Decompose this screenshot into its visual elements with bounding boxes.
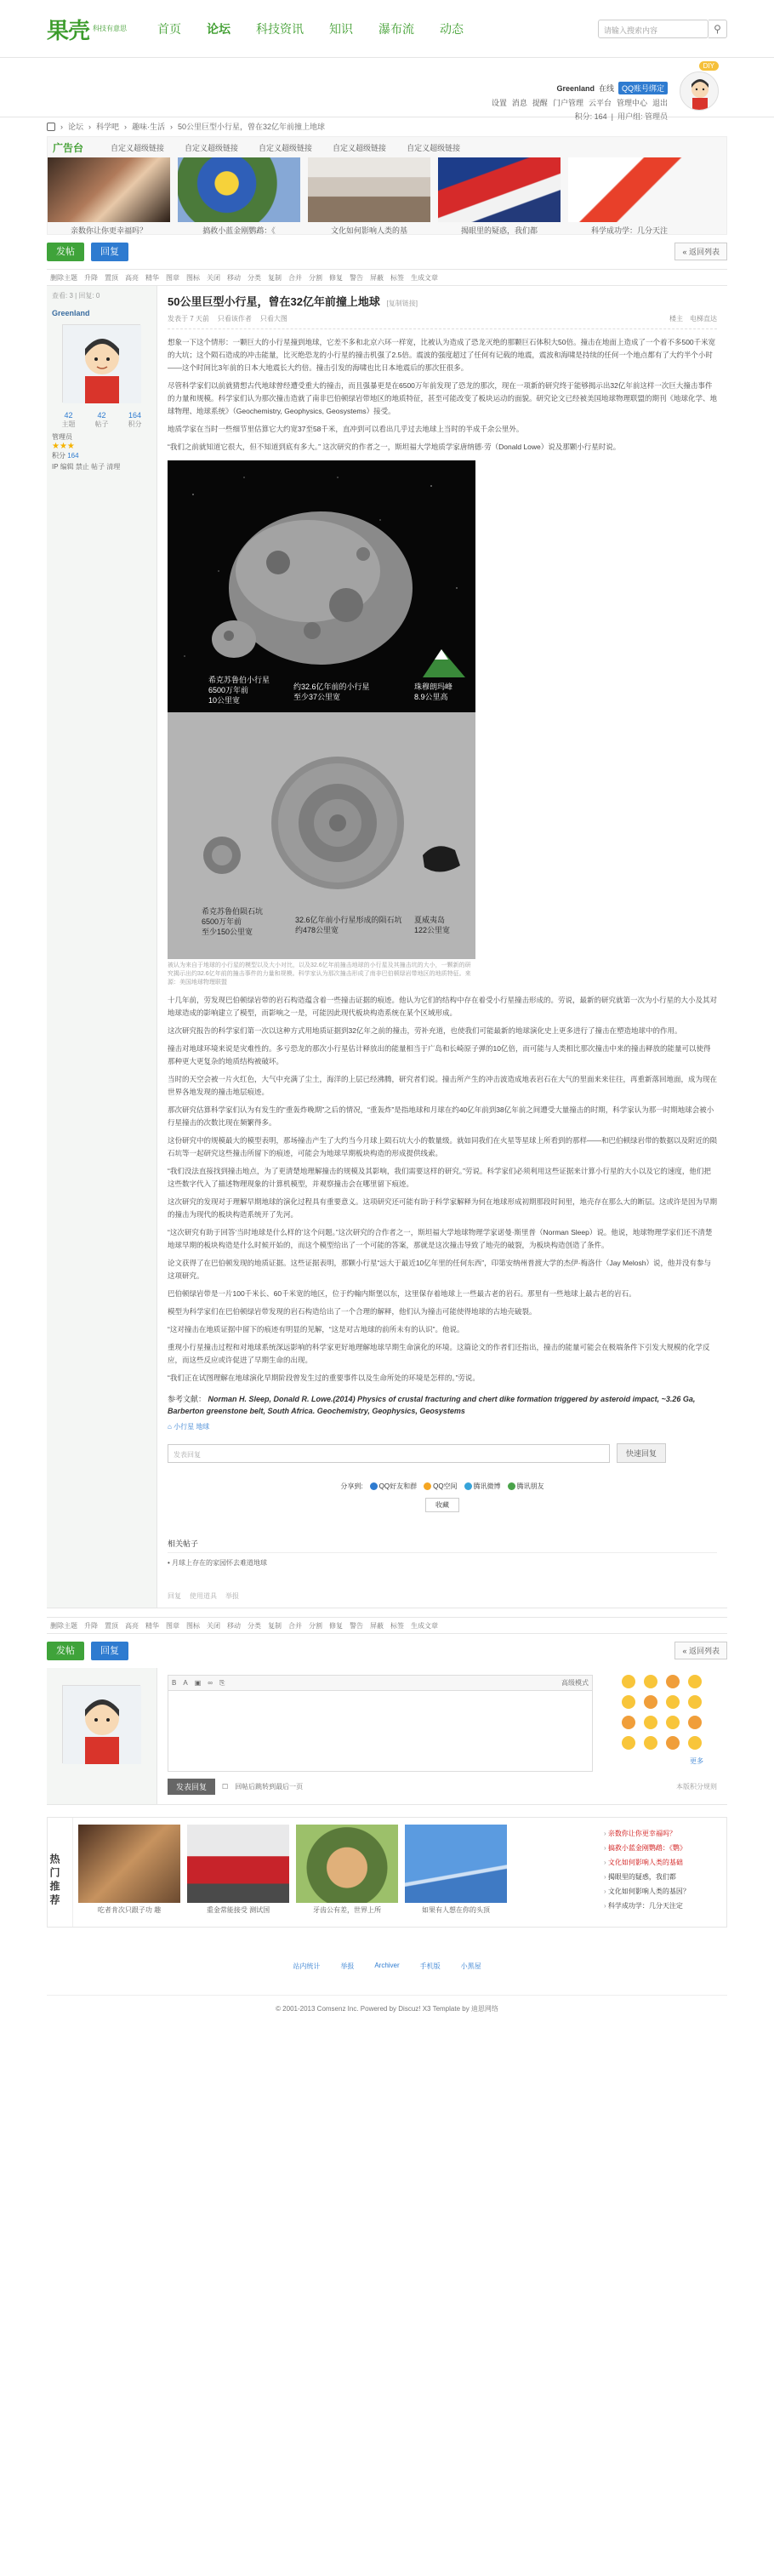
moderation-tool[interactable]: 屏蔽 — [370, 274, 384, 282]
moderation-tool[interactable]: 删除主题 — [50, 274, 77, 282]
user-status — [556, 82, 668, 94]
nav-tech-news[interactable]: 科技资讯 — [256, 22, 304, 36]
search-icon[interactable]: ⚲ — [709, 20, 727, 38]
share-bar — [168, 1482, 717, 1491]
moderation-tool[interactable]: 分割 — [309, 274, 322, 282]
thumb-image — [178, 157, 300, 222]
thumb-caption: 搞救小蓝金刚鹦鹉：《 — [202, 226, 276, 235]
diy-button[interactable]: DIY — [699, 61, 719, 71]
nav-home[interactable]: 首页 — [157, 22, 181, 36]
post-tags — [168, 1422, 717, 1431]
smiley-icon[interactable] — [688, 1736, 702, 1750]
post-meta — [168, 314, 717, 329]
group-text[interactable]: 用户组: 管理员 — [617, 112, 668, 121]
hot-list-item[interactable]: › 文化如何影响人类的基础 — [604, 1855, 721, 1870]
bold-icon[interactable]: B — [172, 1679, 177, 1687]
smiley-icon[interactable] — [622, 1736, 635, 1750]
post-paragraph: 论文获得了在巴伯顿发现的地质证据。这些证据表明，那颗小行星“远大于最近10亿年里的任何东西”，印第安纳州普渡大学的杰伊·梅洛什（Jay Melosh）说，他并没有参与这项研究。 — [168, 1259, 711, 1280]
advanced-mode-link[interactable]: 高级模式 — [561, 1679, 589, 1687]
post-paragraph: 巴伯顿绿岩带是一片100千米长、60千米宽的地区，位于约翰内斯堡以东，这里保存着地球上一些最古老的岩石。那里有一些地球上最古老的岩石。 — [168, 1289, 636, 1298]
post-paragraph: 这次研究的发现对于理解早期地球的演化过程具有重要意义。这项研究还可能有助于科学家解释为何在地球形成初期那段时间里，地壳存在那么大的断层。这或许是因为早期的撞击为现代的板块构造系统开了先河。 — [168, 1197, 718, 1219]
image-icon[interactable]: ▣ — [194, 1679, 202, 1687]
moderation-tool[interactable]: 删除主题 — [50, 1622, 77, 1630]
author-only-link[interactable]: 只看该作者 — [217, 315, 252, 323]
messages-link[interactable]: 消息 — [511, 99, 527, 107]
smiley-icon[interactable] — [666, 1695, 680, 1709]
new-thread-button[interactable]: 发帖 — [47, 1642, 84, 1660]
hot-item[interactable] — [405, 1825, 507, 1920]
thread-actions-bottom — [47, 1634, 727, 1668]
editor-avatar-side — [47, 1668, 157, 1804]
hot-image — [187, 1825, 289, 1903]
post-paragraph: “这次研究有助于回答‘当时地球是什么样的’这个问题。”这次研究的合作者之一，斯坦福大学地球物理学家诺曼·斯里普（Norman Sleep）说。他说，地球物理学家们还不清楚地球早期的板块构造是什么时候开始的，而这个模型给出了一个可能的答案，那就是这次撞击导致了地壳的破裂，为板块构造创造了条件。 — [168, 1228, 713, 1249]
moderation-tool[interactable]: 图章 — [166, 274, 179, 282]
moderation-tool[interactable]: 标签 — [390, 274, 404, 282]
moderation-tool[interactable]: 升降 — [84, 274, 98, 282]
avatar[interactable] — [680, 71, 719, 111]
share-icon — [424, 1482, 431, 1490]
quick-reply-editor — [47, 1668, 727, 1805]
editor-footer — [168, 1779, 717, 1795]
label-chicxulub-asteroid: 希克苏鲁伯小行星 6500万年前 10公里宽 — [208, 676, 270, 705]
reply-button[interactable]: 回复 — [91, 1642, 128, 1660]
author-stats — [52, 411, 151, 429]
figure-caption: 被认为来自于地球的小行星的模型以及大小对比，以及32.6亿年前撞击地球的小行星及其撞击坑的大小，一颗新的研究揭示出约32.6亿年前的撞击事件的力量和规模。科学家认为那次撞击形成了南非巴伯顿绿岩带地区的地质特征。来源：美国地球物理联盟 — [168, 962, 471, 985]
thumb-image — [308, 157, 430, 222]
banner-thumb[interactable] — [308, 157, 430, 236]
reply-button[interactable]: 回复 — [91, 243, 128, 261]
share-icon — [370, 1482, 378, 1490]
emoticon-panel — [622, 1675, 715, 1766]
share-option[interactable] — [370, 1482, 417, 1491]
label-hawaii: 夏威夷岛 122公里宽 — [414, 916, 451, 934]
hot-label: 热门推荐 — [48, 1818, 73, 1927]
back-to-list-button[interactable]: « 返回列表 — [674, 243, 727, 260]
moderation-tool[interactable]: 关闭 — [207, 274, 220, 282]
breadcrumb-thread[interactable]: 50公里巨型小行星，曾在32亿年前撞上地球 — [178, 123, 326, 131]
hot-list-item[interactable]: › 搞救小蓝金刚鹦鹉：《鹦》 — [604, 1841, 721, 1855]
post-paragraph: 十几年前，劳发现巴伯顿绿岩带的岩石构造蕴含着一些撞击证据的痕迹。他认为它们的结构中存在着受小行星撞击形成的。劳说，最新的研究就第一次为小行星的大小及其对地球造成的影响建立了模型，而影响之一是，可能因此现代板块构造系统在某个区域形成。 — [168, 996, 718, 1017]
smiley-icon[interactable] — [622, 1695, 635, 1709]
logout-link[interactable]: 退出 — [652, 99, 668, 107]
share-icon — [508, 1482, 515, 1490]
hot-list-item[interactable]: › 科学成功学：几分天注定 — [604, 1899, 721, 1913]
avatar-image — [63, 325, 141, 403]
moderation-tool[interactable]: 图标 — [186, 274, 200, 282]
banner-links — [111, 142, 460, 153]
figure-asteroid-panel — [168, 460, 475, 712]
quick-reply-row — [168, 1443, 717, 1463]
moderation-tool[interactable]: 精华 — [145, 274, 159, 282]
banner-thumb[interactable] — [178, 157, 300, 236]
tag-link[interactable]: 小行星 — [174, 1423, 195, 1431]
smiley-icon[interactable] — [644, 1675, 657, 1688]
share-label-text: 腾讯微博 — [473, 1482, 501, 1490]
thumb-image — [568, 157, 691, 222]
share-label-text: 腾讯朋友 — [516, 1482, 544, 1490]
footer-report-link[interactable]: 举报 — [340, 1962, 355, 1970]
banner-thumb[interactable] — [438, 157, 561, 236]
hot-caption: 如果有人想在你的头顶 — [422, 1906, 490, 1914]
moderation-tool[interactable]: 生成文章 — [411, 1622, 438, 1630]
moderation-tool[interactable]: 修复 — [329, 1622, 343, 1630]
label-everest: 珠穆朗玛峰 8.9公里高 — [414, 683, 453, 701]
jump-last-label: 回帖后跳转到最后一页 — [235, 1783, 304, 1791]
hot-images — [73, 1818, 512, 1927]
attach-icon[interactable]: ⎘ — [219, 1678, 225, 1687]
footer-archiver-link[interactable]: Archiver — [374, 1962, 400, 1969]
thumb-caption: 科学成功学：几分天注 — [590, 226, 668, 235]
smiley-icon[interactable] — [666, 1736, 680, 1750]
banner-link[interactable]: 自定义超级链接 — [259, 144, 313, 152]
avatar-image — [63, 1686, 141, 1764]
moderation-tool[interactable]: 屏蔽 — [370, 1622, 384, 1630]
search-input[interactable]: 请输入搜索内容 — [598, 20, 709, 38]
author-avatar[interactable] — [62, 324, 140, 403]
moderation-tool[interactable]: 警告 — [350, 274, 363, 282]
thread-title: 50公里巨型小行星，曾在32亿年前撞上地球 [复制链接] — [168, 295, 418, 308]
post-paragraph: 撞击对地球环境来说是灾难性的。多亏恐龙的那次小行星估计释放出的能量相当于广岛和长崎原子弹的10亿倍，而可能与人类相比那次撞击中来的撞击释放的能量可以使得那种更大更复杂的地质结构被破坏。 — [168, 1044, 711, 1065]
quick-reply-button[interactable]: 快速回复 — [617, 1443, 666, 1463]
smiley-icon[interactable] — [622, 1716, 635, 1729]
hot-caption: 吃者肯次只跟子功 趣 — [97, 1906, 162, 1914]
thread-post — [47, 286, 727, 1608]
hot-image — [296, 1825, 398, 1903]
back-to-list-button[interactable]: « 返回列表 — [674, 1642, 727, 1659]
more-emoticons-link[interactable]: 更多 — [690, 1757, 703, 1765]
reference-text: Norman H. Sleep, Donald R. Lowe.(2014) Physics of crustal fracturing and chert dike formation triggered by asteroid impact, ~3.26 Ga, Barberton greenstone belt, South Africa. Geochemistry, Geophysics, Geosystems — [168, 1395, 696, 1415]
jump-floor-input[interactable]: 电梯直达 — [690, 315, 717, 323]
share-label-text: QQ好友和群 — [378, 1482, 418, 1490]
thumb-caption: 文化如何影响人类的基 — [330, 226, 407, 235]
moderation-tool[interactable]: 修复 — [329, 274, 343, 282]
post-body-continued — [168, 994, 717, 1385]
smiley-icon[interactable] — [644, 1736, 657, 1750]
moderation-tool[interactable]: 精华 — [145, 1622, 159, 1630]
moderation-tool[interactable]: 警告 — [350, 1622, 363, 1630]
footer-blackroom-link[interactable]: 小黑屋 — [460, 1962, 481, 1970]
editor-textarea[interactable] — [168, 1690, 593, 1772]
smiley-icon[interactable] — [622, 1675, 635, 1688]
banner-thumbs — [48, 157, 691, 236]
post-paragraph: 想象一下这个情形：一颗巨大的小行星撞到地球，它差不多和北京六环一样宽，比被认为造成了恐龙灭绝的那颗巨石体积大50倍。撞击在地面上造成了一个着不多500千米宽的大坑；这个陨石造成的冲击能量，比灭绝恐龙的小行星的撞击机强了2.5倍。震波的强度超过了任何有记载的地震，震波和海啸是持续的任何一个地点都有了大约半个小时——这个时间比3年前的日本大地震长大约倍。撞击引发的海啸也比日本地震后的那次狂很多。 — [168, 338, 716, 372]
moderation-tool[interactable]: 合并 — [288, 1622, 302, 1630]
floor-label: 楼主 — [669, 315, 683, 323]
copyright: © 2001-2013 Comsenz Inc. Powered by Discuz! X3 Template by 迪恩网络 — [47, 1995, 727, 2031]
logo-subtitle: 科技有意思 — [93, 25, 128, 32]
rank-stars-icon: ★★★ — [52, 442, 75, 451]
settings-link[interactable]: 设置 — [491, 99, 507, 107]
user-points: 积分: 164 | 用户组: 管理员 — [574, 112, 668, 121]
hot-list-item[interactable]: › 揭眼里的疑惑，我们都 — [604, 1870, 721, 1884]
moderation-toolbar — [47, 269, 727, 286]
share-label: 分享到: — [340, 1482, 363, 1490]
smiley-icon[interactable] — [688, 1695, 702, 1709]
ad-banner — [47, 136, 727, 235]
post-paragraph: “我们没法直接找到撞击地点，为了更清楚地理解撞击的规模及其影响，我们需要这样的研究。”劳说。科学家们必须利用这些证据来计算小行星的大小以及它的速度，他们把这些数字代入了描述物理现象的计算机模型，并观察撞击会在哪里留下痕迹。 — [168, 1167, 711, 1188]
author-name[interactable]: Greenland — [52, 309, 90, 317]
hot-image — [405, 1825, 507, 1903]
hot-caption: 重金常能接受 测试国 — [206, 1906, 270, 1914]
footer-stats-link[interactable]: 站内统计 — [293, 1962, 321, 1970]
hot-list — [599, 1818, 726, 1927]
stat-points[interactable]: 164 积分 — [128, 411, 142, 428]
site-logo[interactable] — [47, 14, 149, 45]
tag-icon: ⌂ — [168, 1423, 172, 1431]
share-option[interactable] — [464, 1482, 501, 1491]
author-admin-actions[interactable]: IP 编辑 禁止 帖子 清理 — [52, 463, 121, 471]
hot-item[interactable] — [78, 1825, 180, 1920]
author-avatar[interactable] — [62, 1685, 140, 1763]
breadcrumb-forum[interactable]: 论坛 — [68, 123, 84, 131]
asteroid-figure — [168, 460, 475, 987]
moderation-tool[interactable]: 置顶 — [105, 274, 118, 282]
points-text[interactable]: 积分: 164 — [574, 112, 607, 121]
author-sidebar — [47, 286, 157, 1608]
post-paragraph: “我们正在试图理解在地球演化早期阶段曾发生过的重要事件以及生命所处的环境是怎样的。”劳说。 — [168, 1374, 480, 1382]
share-option[interactable] — [508, 1482, 544, 1491]
banner-title: 广告台 — [53, 142, 84, 154]
collect-button[interactable]: 收藏 — [425, 1498, 459, 1512]
nav-forum[interactable]: 论坛 — [207, 22, 230, 36]
moderation-tool[interactable]: 图标 — [186, 1622, 200, 1630]
moderation-tool[interactable]: 高亮 — [125, 274, 139, 282]
user-bar — [0, 58, 774, 121]
post-paragraph: “我们之前就知道它很大，但不知道到底有多大。” 这次研究的作者之一，斯坦福大学地质学家唐纳德·劳（Donald Lowe）说及那颗小行星时说。 — [168, 443, 621, 451]
moderation-tool[interactable]: 分类 — [248, 1622, 261, 1630]
hot-caption: 牙齿公有差，世界上所 — [313, 1906, 381, 1914]
author-points: 积分 164 — [52, 452, 79, 460]
post-footer-actions — [168, 1591, 717, 1601]
moderation-tool[interactable]: 分割 — [309, 1622, 322, 1630]
thumb-image — [48, 157, 170, 222]
hot-list-item[interactable]: › 文化如何影响人类的基因？ — [604, 1884, 721, 1899]
color-icon[interactable]: A — [183, 1679, 188, 1687]
moderation-tool[interactable]: 升降 — [84, 1622, 98, 1630]
nav-dynamic[interactable]: 动态 — [440, 22, 464, 36]
moderation-tool[interactable]: 复制 — [268, 274, 282, 282]
editor — [157, 1668, 727, 1804]
submit-reply-button[interactable]: 发表回复 — [168, 1779, 215, 1795]
moderation-tool[interactable]: 关闭 — [207, 1622, 220, 1630]
label-ancient-asteroid: 约32.6亿年前的小行星 至少37公里宽 — [293, 683, 370, 701]
moderation-tool[interactable]: 移动 — [227, 1622, 241, 1630]
hot-image — [78, 1825, 180, 1903]
moderation-tool[interactable]: 生成文章 — [411, 274, 438, 282]
admin-center-link[interactable]: 管理中心 — [616, 99, 647, 107]
tag-link[interactable]: 地球 — [196, 1423, 210, 1431]
moderation-tool[interactable]: 标签 — [390, 1622, 404, 1630]
reply-link[interactable]: 回复 — [168, 1592, 181, 1600]
post-paragraph: “这对撞击在地质证据中留下的痕迹有明显的见解，“这是对古地球的前所未有的认识”。他说。 — [168, 1325, 464, 1334]
smiley-icon[interactable] — [644, 1716, 657, 1729]
smiley-icon[interactable] — [666, 1675, 680, 1688]
banner-thumb[interactable] — [568, 157, 691, 236]
share-icon — [464, 1482, 472, 1490]
banner-link[interactable]: 自定义超级链接 — [333, 144, 387, 152]
view-stats: 查看: 3 | 回复: 0 — [52, 292, 100, 300]
figure-crater-panel — [168, 712, 475, 959]
post-content — [157, 286, 727, 1608]
reference-label: 参考文献： — [168, 1395, 207, 1403]
posted-time: 发表于 7 天前 — [168, 315, 209, 323]
banner-link[interactable]: 自定义超级链接 — [111, 144, 165, 152]
post-paragraph: 重现小行星撞击过程和对地球系统深远影响的科学家更好地理解地球早期生命演化的环境。这篇论文的作者们还指出，撞击的能量可能会在极端条件下引发大规模的化学反应，而这些反应或许促进了早期生命的出现。 — [168, 1343, 710, 1364]
post-paragraph: 地质学家在当时一些细节里估算它大约宽37至58千米，直冲到可以看出几乎过去地球上当时的半成千余公里外。 — [168, 425, 524, 433]
smiley-icon[interactable] — [688, 1716, 702, 1729]
use-prop-link[interactable]: 使用道具 — [190, 1592, 217, 1600]
username-link[interactable]: Greenland — [556, 83, 595, 93]
avatar-image — [680, 72, 719, 111]
smiley-icon[interactable] — [666, 1716, 680, 1729]
reference — [168, 1393, 717, 1417]
related-title: 相关帖子 — [168, 1538, 717, 1553]
moderation-tool[interactable]: 复制 — [268, 1622, 282, 1630]
cloud-link[interactable]: 云平台 — [588, 99, 612, 107]
moderation-tool[interactable]: 分类 — [248, 274, 261, 282]
banner-thumb[interactable] — [48, 157, 170, 236]
smiley-icon[interactable] — [688, 1675, 702, 1688]
qq-bind-button[interactable]: QQ账号绑定 — [618, 82, 668, 94]
stat-posts[interactable]: 42 帖子 — [94, 411, 109, 428]
banner-link[interactable]: 自定义超级链接 — [407, 144, 461, 152]
online-status: 在线 — [598, 84, 614, 93]
banner-link[interactable]: 自定义超级链接 — [185, 144, 239, 152]
label-ancient-crater: 32.6亿年前小行星形成的陨石坑 约478公里宽 — [295, 916, 402, 934]
moderation-tool[interactable]: 高亮 — [125, 1622, 139, 1630]
breadcrumb-life[interactable]: 趣味·生活 — [132, 123, 166, 131]
stat-threads[interactable]: 42 主题 — [61, 411, 76, 428]
related-item[interactable]: • 月球上存在的家园怀去难道地球 — [168, 1559, 268, 1567]
site-header — [0, 0, 774, 58]
post-body — [168, 336, 717, 454]
quick-reply-input[interactable]: 发表回复 — [168, 1444, 610, 1463]
post-paragraph: 尽管科学家们以前就猜想古代地球曾经遭受重大的撞击，而且强暴更是在6500万年前发现了恐龙的那次，现在一项新的研究终于能够揭示出32亿年前这样一次巨大撞击事件的力量和规模。科学家们认为那次撞击造就了南非巴伯顿绿岩带地区的地质特征，甚至可能改变了板块运动的面貌。研究论文已经被美国地球物理联盟的期刊《地球化学、地球物理、地球系统》（Geochemistry, Geophysics, Geosystems）接受。 — [168, 381, 718, 415]
moderation-tool[interactable]: 图章 — [166, 1622, 179, 1630]
editor-toolbar — [168, 1675, 593, 1690]
thumb-caption: 亲数你让你更幸福吗？ — [70, 226, 147, 235]
breadcrumb-science[interactable]: 科学吧 — [96, 123, 120, 131]
user-links — [492, 97, 668, 108]
points-rule-link[interactable]: 本版积分规则 — [676, 1783, 717, 1791]
hot-recommend — [47, 1817, 727, 1928]
home-icon[interactable] — [47, 123, 55, 131]
smiley-icon[interactable] — [644, 1695, 657, 1709]
portal-admin-link[interactable]: 门户管理 — [552, 99, 583, 107]
moderation-tool[interactable]: 合并 — [288, 274, 302, 282]
new-thread-button[interactable]: 发帖 — [47, 243, 84, 261]
moderation-toolbar-bottom — [47, 1617, 727, 1634]
nav-waterfall[interactable]: 瀑布流 — [378, 22, 414, 36]
notices-link[interactable]: 提醒 — [532, 99, 548, 107]
logo-text: 果壳 — [47, 18, 90, 43]
post-paragraph: 那次研究估算科学家们认为有发生的“重轰炸晚期”之后的情况，“重轰炸”是指地球和月球在约40亿年前到38亿年前之间遭受大量撞击的时期，科学家认为那一时期地球会被小行星撞击的次数比现在频繁得多。 — [168, 1105, 714, 1127]
post-paragraph: 模型为科学家们在巴伯顿绿岩带发现的岩石构造给出了一个合理的解释，他们认为撞击可能使得地球的古地壳破裂。 — [168, 1307, 537, 1316]
thumb-image — [438, 157, 561, 222]
jump-last-checkbox[interactable]: ☐ — [222, 1783, 229, 1791]
report-link[interactable]: 举报 — [225, 1592, 239, 1600]
post-paragraph: 当时的天空会被一片火红色，大气中充满了尘土，海洋的上层已经沸腾，研究者们说。撞击所产生的冲击波造成地表岩石在大气的里面来来往往，再重新落回地面，成为现在世界各地发现的撞击地层痕迹。 — [168, 1075, 718, 1096]
link-icon[interactable]: ∞ — [208, 1679, 213, 1687]
hot-list-item[interactable]: › 亲数你让你更幸福吗？ — [604, 1826, 721, 1841]
post-paragraph: 这次研究报告的科学家们第一次以这种方式用地质证据到32亿年之前的撞击，劳补充道，也使我们可能最新的地球演化史上更多进行了撞击在塑造地球中的作用。 — [168, 1026, 682, 1035]
thumb-caption: 揭眼里的疑惑，我们都 — [460, 226, 538, 235]
large-image-link[interactable]: 只看大图 — [259, 315, 287, 323]
label-chicxulub-crater: 希克苏鲁伯陨石坑 6500万年前 至少150公里宽 — [202, 907, 264, 936]
thread-actions — [47, 235, 727, 269]
moderation-tool[interactable]: 置顶 — [105, 1622, 118, 1630]
nav-knowledge[interactable]: 知识 — [329, 22, 353, 36]
share-option[interactable] — [424, 1482, 457, 1491]
footer-links — [47, 1962, 727, 1971]
breadcrumb: › 论坛 › 科学吧 › 趣味·生活 › 50公里巨型小行星，曾在32亿年前撞上地球 — [47, 117, 727, 136]
header-search — [598, 20, 727, 38]
share-label-text: QQ空间 — [433, 1482, 458, 1490]
main-nav — [157, 0, 489, 58]
hot-item[interactable] — [187, 1825, 289, 1920]
copy-link[interactable]: [复制链接] — [386, 300, 418, 307]
footer-mobile-link[interactable]: 手机版 — [419, 1962, 441, 1970]
post-paragraph: 这份研究中的规模最大的模型表明，那场撞击产生了大约当今月球上陨石坑大小的数量级。就如同我们在火星等星球上所看到的那样——和巴伯顿绿岩带的数据以及附近的陨石坑等一起研究这些撞击所留下的痕迹，可能会为地球早期板块构造的形成提供线索。 — [168, 1136, 718, 1157]
hot-item[interactable] — [296, 1825, 398, 1920]
moderation-tool[interactable]: 移动 — [227, 274, 241, 282]
author-group[interactable]: 管理员 — [52, 433, 72, 441]
